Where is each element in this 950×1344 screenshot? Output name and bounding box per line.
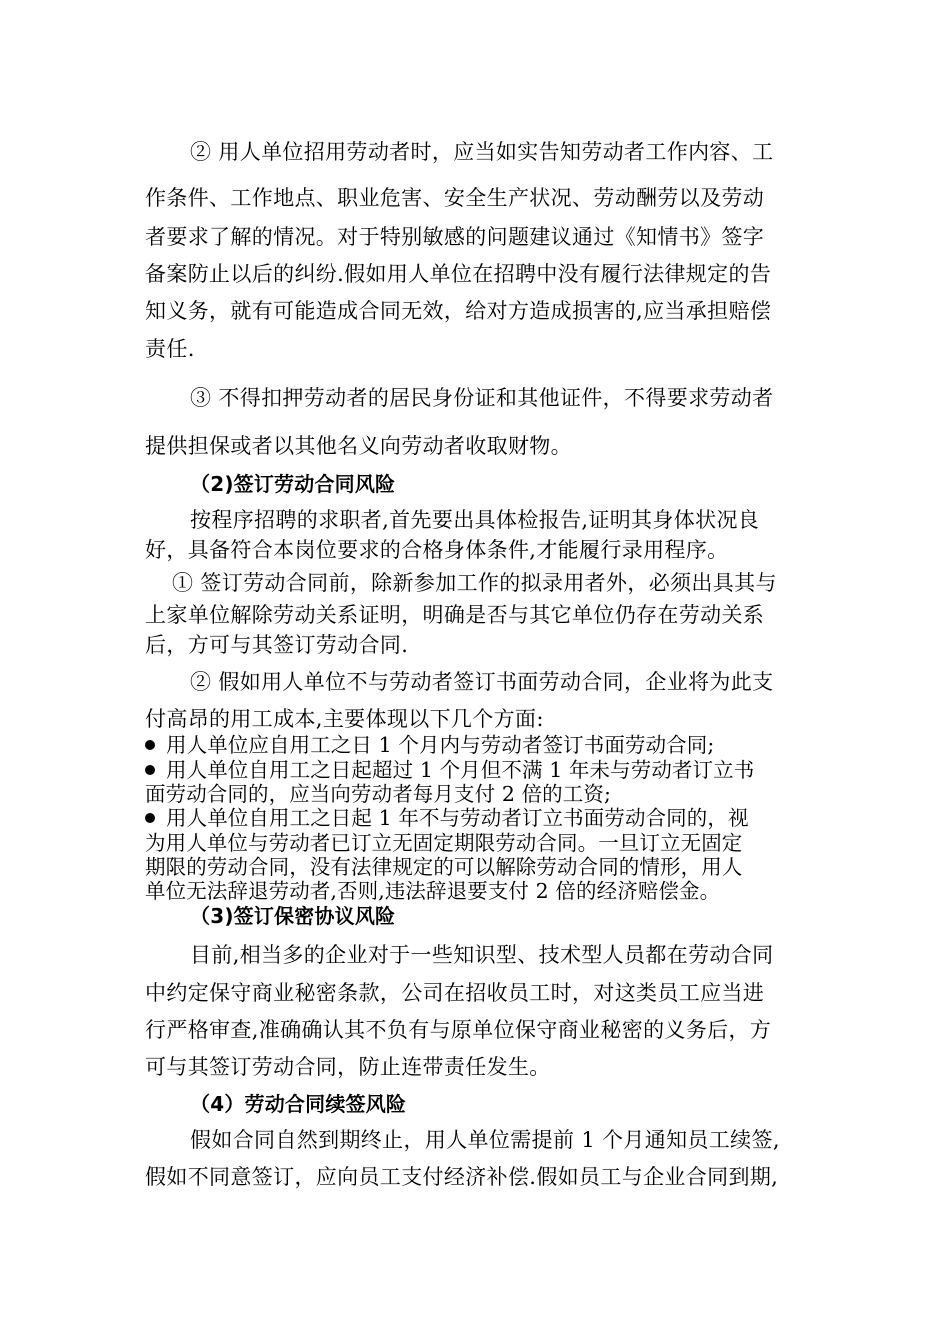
- line-text: 用人单位应自用工之日 1 个月内与劳动者签订书面劳动合同;: [166, 733, 715, 757]
- line-text: ③ 不得扣押劳动者的居民身份证和其他证件，不得要求劳动者: [190, 386, 774, 410]
- text-line: [145, 733, 714, 757]
- line-text: 者要求了解的情况。对于特别敏感的问题建议通过《知情书》签字: [145, 225, 765, 249]
- text-line: [145, 225, 764, 249]
- text-line: [145, 758, 754, 782]
- section-heading: [190, 904, 395, 928]
- text-line: [145, 538, 728, 562]
- text-line: [145, 299, 771, 323]
- line-text: 责任.: [145, 337, 195, 361]
- text-line: [145, 981, 764, 1005]
- text-line: [190, 1128, 780, 1152]
- line-text: 中约定保守商业秘密条款，公司在招收员工时，对这类员工应当进: [145, 981, 765, 1005]
- line-text: 用人单位自用工之日起超过 1 个月但不满 1 年未与劳动者订立书: [166, 758, 755, 782]
- line-text: 面劳动合同的，应当向劳动者每月支付 2 倍的工资;: [145, 782, 611, 806]
- text-line: [145, 707, 544, 731]
- line-text: 后，方可与其签订劳动合同.: [145, 633, 409, 657]
- text-line: [190, 670, 773, 694]
- line-text: ① 签订劳动合同前，除新参加工作的拟录用者外，必须出具其与: [172, 571, 777, 595]
- line-text: （3)签订保密协议风险: [190, 904, 396, 928]
- line-text: 假如合同自然到期终止，用人单位需提前 1 个月通知员工续签,: [190, 1128, 780, 1152]
- section-heading: [190, 472, 395, 496]
- text-line: [145, 262, 771, 286]
- line-text: 用人单位自用工之日起 1 年不与劳动者订立书面劳动合同的，视: [166, 806, 749, 830]
- line-text: （2)签订劳动合同风险: [190, 472, 396, 496]
- text-line: [145, 603, 764, 627]
- line-text: 行严格审查,准确确认其不负有与原单位保守商业秘密的义务后，方: [145, 1018, 772, 1042]
- text-line: [145, 1018, 771, 1042]
- line-text: 单位无法辞退劳动者,否则,违法辞退要支付 2 倍的经济赔偿金。: [145, 879, 721, 903]
- text-line: [145, 337, 195, 361]
- bullet-icon: [145, 765, 155, 775]
- text-line: [145, 855, 742, 879]
- line-text: （4）劳动合同续签风险: [190, 1092, 407, 1116]
- line-text: 为用人单位与劳动者已订立无固定期限劳动合同。一旦订立无固定: [145, 831, 743, 855]
- text-line: [145, 806, 749, 830]
- line-text: 备案防止以后的纠纷.假如用人单位在招聘中没有履行法律规定的告: [145, 262, 772, 286]
- line-text: ② 用人单位招用劳动者时，应当如实告知劳动者工作内容、工: [190, 140, 774, 164]
- text-line: [145, 434, 572, 458]
- text-line: [145, 1165, 778, 1189]
- line-text: 作条件、工作地点、职业危害、安全生产状况、劳动酬劳以及劳动: [145, 186, 765, 210]
- text-line: [145, 782, 611, 806]
- bullet-icon: [145, 740, 155, 750]
- line-text: 假如不同意签订，应向员工支付经济补偿.假如员工与企业合同到期,: [145, 1165, 779, 1189]
- section-heading: [190, 1092, 406, 1116]
- text-line: [145, 633, 408, 657]
- line-text: 按程序招聘的求职者,首先要出具体检报告,证明其身体状况良: [190, 508, 760, 532]
- text-line: [145, 1055, 551, 1079]
- text-line: [172, 571, 777, 595]
- text-line: [190, 943, 773, 967]
- text-line: [145, 879, 720, 903]
- text-line: [190, 140, 773, 164]
- line-text: 期限的劳动合同，没有法律规定的可以解除劳动合同的情形，用人: [145, 855, 743, 879]
- line-text: 可与其签订劳动合同，防止连带责任发生。: [145, 1055, 551, 1079]
- line-text: ② 假如用人单位不与劳动者签订书面劳动合同，企业将为此支: [190, 670, 774, 694]
- line-text: 付高昂的用工成本,主要体现以下几个方面:: [145, 707, 544, 731]
- bullet-icon: [145, 813, 155, 823]
- line-text: 好，具备符合本岗位要求的合格身体条件,才能履行录用程序。: [145, 538, 729, 562]
- line-text: 上家单位解除劳动关系证明，明确是否与其它单位仍存在劳动关系: [145, 603, 765, 627]
- text-line: [190, 386, 773, 410]
- text-line: [145, 186, 764, 210]
- line-text: 提供担保或者以其他名义向劳动者收取财物。: [145, 434, 572, 458]
- line-text: 知义务，就有可能造成合同无效，给对方造成损害的,应当承担赔偿: [145, 299, 772, 323]
- text-line: [190, 508, 759, 532]
- line-text: 目前,相当多的企业对于一些知识型、技术型人员都在劳动合同: [190, 943, 774, 967]
- text-line: [145, 831, 742, 855]
